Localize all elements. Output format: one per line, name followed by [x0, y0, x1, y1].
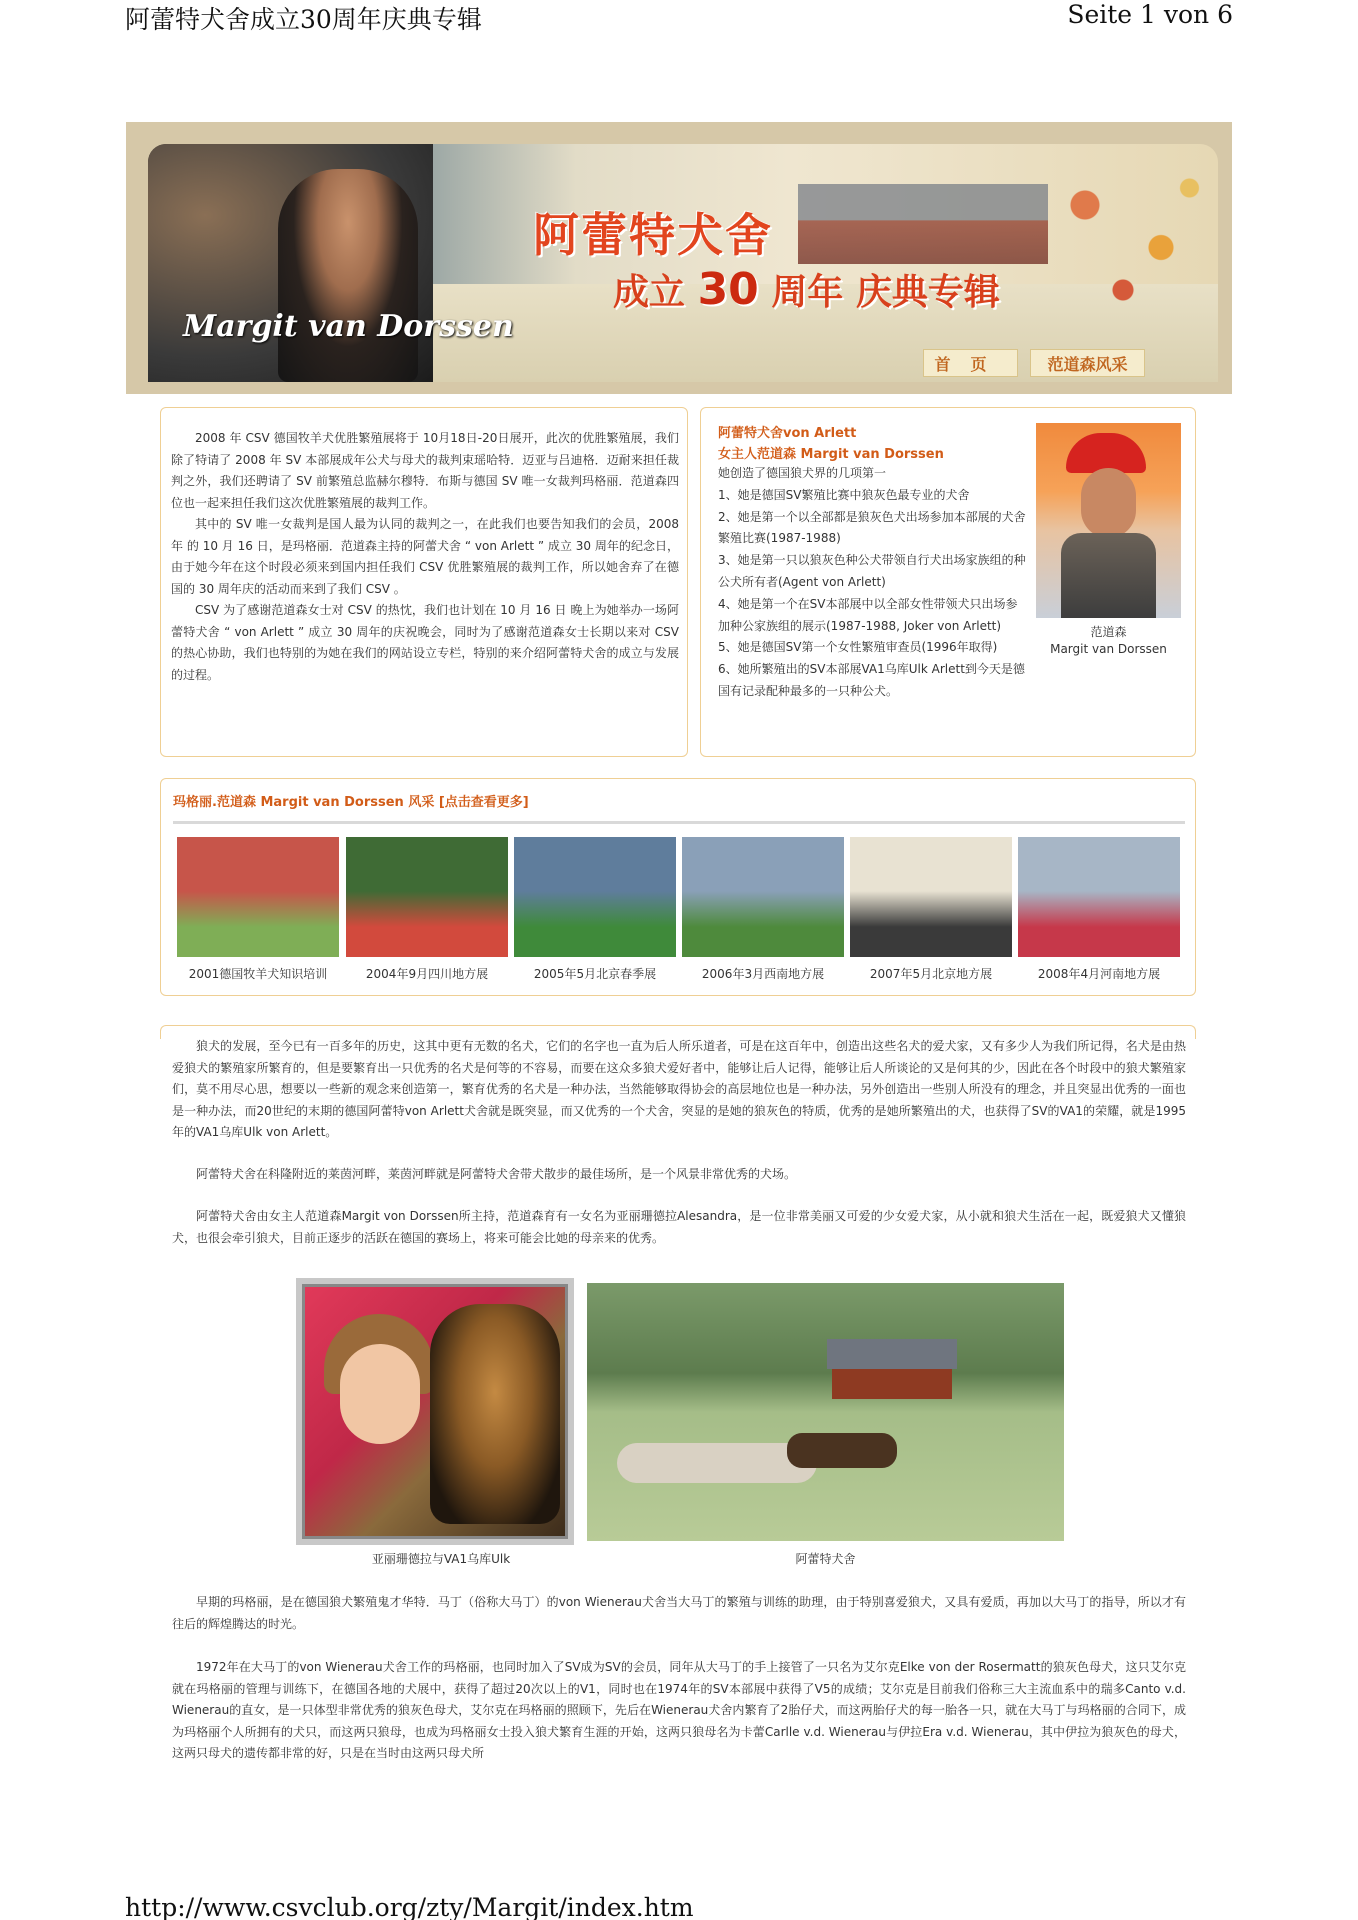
- kennel-photo: [587, 1283, 1064, 1541]
- banner-house: [798, 184, 1048, 264]
- list-item: 她创造了德国狼犬界的几项第一: [718, 466, 887, 480]
- bio-box: [700, 407, 1196, 757]
- intro-paragraph: 2008 年 CSV 德国牧羊犬优胜繁殖展将于 10月18日-20日展开，此次的优胜繁殖展，我们除了特请了 2008 年 SV 本部展成年公犬与母犬的裁判束瑶哈特．迈亚与吕迪格．迈耐来担任裁判之外，我们还聘请了 SV 前繁殖总监赫尔穆特．布斯与德国 SV 唯一女裁判玛格丽．范道森四位也一起来担任我们这次优胜繁殖展的裁判工作。: [171, 431, 679, 510]
- article-paragraph-1: 狼犬的发展，至今已有一百多年的历史，这其中更有无数的名犬，它们的名字也一直为后人所乐道者，可是在这百年中，创造出这些名犬的爱犬家，又有多少人为我们所记得，名犬是由热爱狼犬的繁殖家所繁育的，但是要繁育出一只优秀的名犬是何等的不容易，而要在这众多狼犬爱好者中，能够让后人记得，能够让后人所谈论的又是何其的少，因此在各个时段中的狼犬繁殖家们，莫不用尽心思，想要以一些新的观念来创造第一，繁育优秀的名犬是一种办法，当然能够取得协会的高层地位也是一种办法，另外创造出一些别人所没有的理念，并且突显出优秀的一面也是一种办法，而20世纪的末期的德国阿蕾特von Arlett犬舍就是既突显，而又优秀的一个犬舍，突显的是她的狼灰色的特质，优秀的是她所繁殖出的犬，也获得了SV的VA1的荣耀，就是1995年的VA1乌库Ulk von Arlett。: [172, 1039, 1186, 1139]
- article-paragraph-4: 早期的玛格丽，是在德国狼犬繁殖鬼才华特．马丁（俗称大马丁）的von Wienerau犬舍当大马丁的繁殖与训练的助理，由于特别喜爱狼犬，又具有爱质，再加以大马丁的指导，所以才有往后的辉煌腾达的时光。: [172, 1595, 1186, 1631]
- bio-owner-heading: 女主人范道森 Margit van Dorssen: [718, 447, 944, 462]
- list-item: 4、她是第一个在SV本部展中以全部女性带领犬只出场参加种公家族组的展示(1987-1988, Joker von Arlett): [718, 596, 1018, 633]
- kennel-photo-caption: 阿蕾特犬舍: [795, 1552, 856, 1566]
- bio-kennel-heading: 阿蕾特犬舍von Arlett: [718, 426, 857, 441]
- bio-achievement-list: [718, 463, 1028, 703]
- nav-home-link[interactable]: 首页: [923, 349, 1018, 377]
- gallery-thumbnail[interactable]: [514, 837, 676, 957]
- gallery-divider: [173, 821, 1185, 824]
- girl-photo-caption: 亚丽珊德拉与VA1乌库Ulk: [371, 1552, 511, 1566]
- gallery-box: [160, 778, 1196, 996]
- page-footer-url: http://www.csvclub.org/zty/Margit/index.htm: [125, 1893, 694, 1920]
- gallery-caption: 2004年9月四川地方展: [365, 967, 489, 981]
- banner-signature: Margit van Dorssen: [183, 309, 514, 344]
- intro-box: [160, 407, 688, 757]
- banner-title: 阿蕾特犬舍: [533, 208, 773, 262]
- banner: [126, 122, 1232, 394]
- gallery-caption: 2006年3月西南地方展: [701, 967, 825, 981]
- gallery-caption: 2008年4月河南地方展: [1037, 967, 1161, 981]
- page-number: Seite 1 von 6: [1067, 0, 1233, 29]
- gallery-caption: 2007年5月北京地方展: [869, 967, 993, 981]
- list-item: 5、她是德国SV第一个女性繁殖审查员(1996年取得): [718, 640, 998, 655]
- gallery-thumbnail[interactable]: [346, 837, 508, 957]
- article-paragraph-5: 1972年在大马丁的von Wienerau犬舍工作的玛格丽，也同时加入了SV成为SV的会员，同年从大马丁的手上接管了一只名为艾尔克Elke von der Rosermatt的狼灰色母犬，这只艾尔克就在玛格丽的管理与训练下，在德国各地的犬展中，获得了超过20次以上的V1，同时也在1974年的SV本部展中获得了V5的成绩；艾尔克是目前我们俗称三大主流血系中的瑞多Canto v.d. Wienerau的直女，是一只体型非常优秀的狼灰色母犬，艾尔克在玛格丽的照顾下，先后在Wienerau犬舍内繁育了2胎仔犬，而这两胎仔犬的每一胎各一只，就在大马丁与玛格丽的合同下，成为玛格丽个人所拥有的犬只，而这两只狼母，也成为玛格丽女士投入狼犬繁育生涯的开始，这两只狼母名为卡蕾Carlle v.d. Wienerau与伊拉Era v.d. Wienerau，其中伊拉为狼灰色的母犬，这两只母犬的遗传都非常的好，只是在当时由这两只母犬所: [172, 1660, 1186, 1760]
- intro-paragraph: 其中的 SV 唯一女裁判是国人最为认同的裁判之一，在此我们也要告知我们的会员，2008 年 的 10 月 16 日，是玛格丽．范道森主持的阿蕾犬舍 “ von Arlett ” 成立 30 周年的纪念日，由于她今年在这个时段必须来到国内担任我们 CSV 优胜繁殖展的裁判工作，所以她舍弃了在德国的 30 周年庆的活动而来到了我们 CSV 。: [171, 517, 679, 596]
- intro-text: [171, 428, 679, 686]
- gallery-title-link[interactable]: 玛格丽.范道森 Margit van Dorssen 风采 [点击查看更多]: [173, 795, 529, 810]
- banner-image: [148, 144, 1218, 382]
- banner-portrait: [278, 169, 418, 382]
- list-item: 6、她所繁殖出的SV本部展VA1乌库Ulk Arlett到今天是德国有记录配种最多的一只种公犬。: [718, 662, 1025, 698]
- gallery-caption: 2005年5月北京春季展: [533, 967, 657, 981]
- list-item: 3、她是第一只以狼灰色种公犬带领自行犬出场家族组的种公犬所有者(Agent von Arlett): [718, 553, 1026, 589]
- gallery-thumbnail[interactable]: [177, 837, 339, 957]
- intro-paragraph: CSV 为了感谢范道森女士对 CSV 的热忱，我们也计划在 10 月 16 日 晚上为她举办一场阿蕾特犬舍 “ von Arlett ” 成立 30 周年的庆祝晚会，同时为了感谢范道森女士长期以来对 CSV 的热心协助，我们也特别的为她在我们的网站设立专栏，特别的来介绍阿蕾特犬舍的成立与发展的过程。: [171, 603, 679, 682]
- gallery-thumbnail[interactable]: [850, 837, 1012, 957]
- article-paragraph-3: 阿蕾特犬舍由女主人范道森Margit von Dorssen所主持，范道森育有一女名为亚丽珊德拉Alesandra，是一位非常美丽又可爱的少女爱犬家，从小就和狼犬生活在一起，既爱狼犬又懂狼犬，也很会牵引狼犬，目前正逐步的活跃在德国的赛场上，将来可能会比她的母亲来的优秀。: [172, 1209, 1186, 1245]
- page-header-title: 阿蕾特犬舍成立30周年庆典专辑: [125, 5, 482, 34]
- owner-caption-cn: 范道森: [1090, 625, 1127, 639]
- banner-subtitle: 成立 30 周年 庆典专辑: [613, 264, 1000, 315]
- girl-with-dog-photo: [296, 1278, 574, 1545]
- owner-portrait-photo: [1036, 423, 1181, 618]
- owner-caption-en: Margit van Dorssen: [1050, 642, 1167, 656]
- list-item: 2、她是第一个以全部都是狼灰色犬出场参加本部展的犬舍繁殖比赛(1987-1988): [718, 509, 1026, 546]
- list-item: 1、她是德国SV繁殖比赛中狼灰色最专业的犬舍: [718, 487, 970, 502]
- gallery-caption: 2001德国牧羊犬知识培训: [188, 967, 328, 981]
- banner-flowers-decoration: [1028, 154, 1218, 324]
- nav-style-link[interactable]: 范道森风采: [1030, 349, 1145, 377]
- gallery-thumbnail[interactable]: [682, 837, 844, 957]
- article-paragraph-2: 阿蕾特犬舍在科隆附近的莱茵河畔，莱茵河畔就是阿蕾特犬舍带犬散步的最佳场所，是一个风景非常优秀的犬场。: [196, 1167, 797, 1181]
- gallery-thumbnail[interactable]: [1018, 837, 1180, 957]
